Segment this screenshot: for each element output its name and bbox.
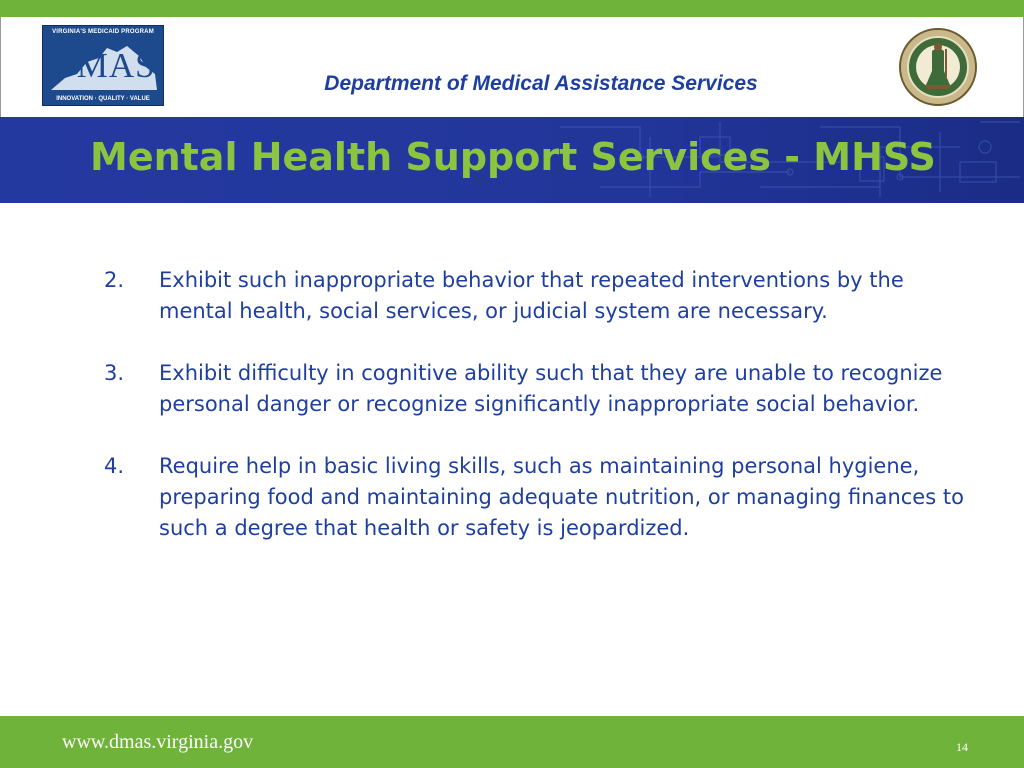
- slide-title: Mental Health Support Services - MHSS: [90, 135, 936, 179]
- list-item: [104, 451, 964, 544]
- list-item: [104, 265, 964, 327]
- list-item: [104, 358, 964, 420]
- header: [0, 17, 1024, 117]
- logo-main-text: DMAS: [50, 46, 156, 85]
- department-name: Department of Medical Assistance Services: [324, 72, 758, 95]
- dmas-logo: [42, 25, 164, 106]
- list-item-text: Exhibit such inappropriate behavior that repeated interventions by the mental health, social services, or judicial system are necessary.: [159, 268, 904, 323]
- list-item-number: 3.: [104, 361, 125, 385]
- list-item-number: 2.: [104, 268, 125, 292]
- list-item-text: Exhibit difficulty in cognitive ability such that they are unable to recognize personal danger or recognize significantly inappropriate social behavior.: [159, 361, 943, 416]
- virginia-seal-icon: [898, 27, 978, 107]
- footer-url[interactable]: www.dmas.virginia.gov: [62, 731, 254, 753]
- list-item-number: 4.: [104, 454, 125, 478]
- list-item-text: Require help in basic living skills, such as maintaining personal hygiene, preparing food and maintaining adequate nutrition, or managing finances to such a degree that health or safety is jeopardized.: [159, 454, 964, 540]
- footer: [0, 716, 1024, 768]
- page-number: 14: [956, 740, 968, 754]
- numbered-list: [104, 265, 964, 575]
- logo-top-text: VIRGINIA'S MEDICAID PROGRAM: [52, 29, 154, 35]
- title-band: [0, 117, 1024, 203]
- top-green-stripe: [0, 0, 1024, 17]
- logo-bottom-text: INNOVATION · QUALITY · VALUE: [56, 96, 150, 102]
